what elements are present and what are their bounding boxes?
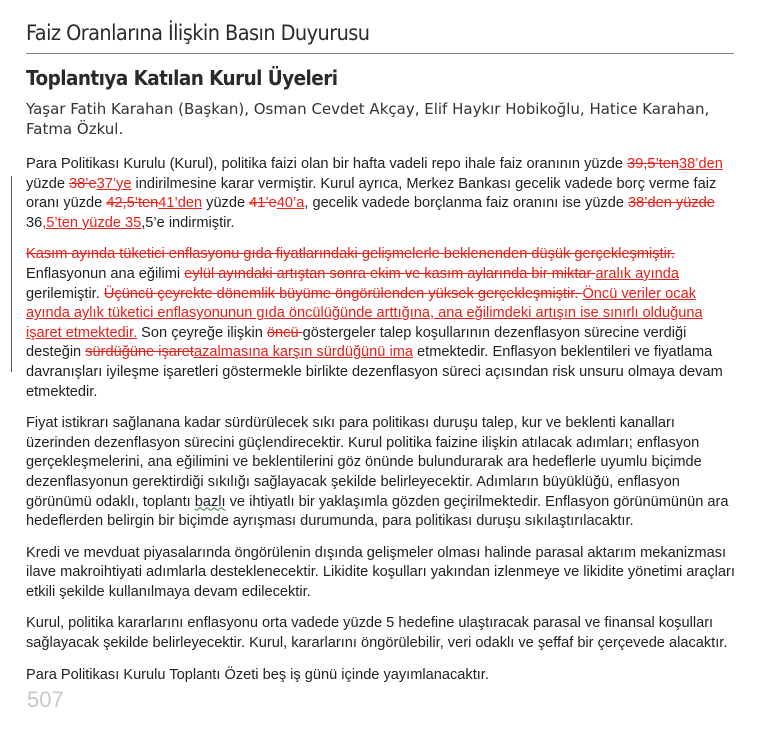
inserted-text: azalmasına karşın sürdüğünü ima [193,344,413,361]
section-heading: Toplantıya Katılan Kurul Üyeleri [26,66,338,90]
text-run: Son çeyreğe ilişkin [137,324,267,341]
paragraph-targets: Kurul, politika kararlarını enflasyonu orta vadede yüzde 5 hedefine ulaştıracak parasal ve finansal koşulları sağlayacak şekilde belirleyecektir. Kurul, kararlarını öngörülebilir, veri odaklı ve şeffaf bir çerçevede alacaktır. [26,615,728,652]
text-run: gerilemiştir. [26,285,104,302]
change-bar [11,176,12,372]
text-run: Fiyat istikrarı sağlanana kadar sürdürülecek sıkı para politikası duruşu talep, kur ve beklenti kanalları üzerinden dezenflasyon sürecini güçlendirecektir. Kurul politika faizine ilişkin atılacak adımları; enflasyon gerçekleşmelerini, ana eğilimini ve beklentilerini göz önünde bulundurarak ara hedeflerle uyumlu biçimde dezenflasyonun gerektirdiği sıkılığı sağlayacak şekilde belirleyecektir. Adımların büyüklüğü, enflasyon görünümü odaklı, toplantı [26,415,702,510]
inserted-text: 38’den [679,156,723,172]
inserted-text: 37’ye [96,175,132,192]
text-run: göstergeler talep koşullarının dezenflasyon sürecine verdiği desteğin [26,324,687,361]
inserted-text: 40’a [276,195,305,212]
text-run: ve ihtiyatlı bir yaklaşımla gözden geçirilmektedir. Enflasyon görünümünün ara hedeflerden belirgin bir biçimde ayrışması durumunda, para politikası duruşu sıkılaştırılacaktır. [26,493,729,530]
text-run: 36 [26,214,43,231]
inserted-text: ,5’ten yüzde 35 [42,214,142,231]
page-number: 507 [27,687,64,712]
deleted-text: öncü [266,324,303,341]
paragraph-inflation [26,245,742,402]
text-run: yüzde [202,195,250,212]
deleted-text: 38’den yüzde [628,195,715,212]
paragraph-credit-markets: Kredi ve mevduat piyasalarında öngörülenin dışında gelişmeler olması halinde parasal aktarım mekanizması ilave makroihtiyati adımlarla desteklenecektir. Likidite koşulları yakından izlenmeye ve likidite yönetimi araçları etkili şekilde kullanılmaya devam edilecektir. [26,544,735,600]
text-run: Para Politikası Kurulu (Kurul), politika faizi olan bir hafta vadeli repo ihale faiz oranının yüzde [26,156,628,172]
paragraph-summary-notice: Para Politikası Kurulu Toplantı Özeti beş iş günü içinde yayımlanacaktır. [26,666,489,683]
text-run: Enflasyonun ana eğilimi [26,265,185,282]
inserted-text: aralık ayında [595,265,679,282]
deleted-text: 38’e [69,175,97,192]
document-body [26,155,742,697]
spellcheck-flag[interactable]: bazlı [194,493,226,510]
deleted-text: eylül ayındaki artıştan sonra ekim ve kasım aylarında bir miktar [184,265,596,282]
deleted-text: Kasım ayında tüketici enflasyonu gıda fiyatlarındaki gelişmelerle beklenenden düşük gerçekleşmiştir. [26,246,675,263]
text-run: , gecelik vadede borçlanma faiz oranını ise yüzde [304,195,629,212]
text-run: ,5’e indirmiştir. [141,214,235,231]
deleted-text: 39,5’ten [627,156,680,172]
text-run: etmektedir. Enflasyon beklentileri ve fiyatlama davranışları iyileşme işaretleri göstermekle birlikte dezenflasyon süreci açısından risk unsuru olmaya devam etmektedir. [26,344,723,400]
page-title: Faiz Oranlarına İlişkin Basın Duyurusu [26,21,370,45]
title-divider [26,53,734,54]
text-run: indirilmesine karar vermiştir. Kurul ayrıca, Merkez Bankası gecelik vadede borç verme faiz oranı yüzde [26,175,717,212]
text-run: yüzde [26,175,69,192]
deleted-text: sürdüğüne işaret [85,344,194,361]
deleted-text: Üçüncü çeyrekte dönemlik büyüme öngörülenden yüksek gerçekleşmiştir. [103,285,583,302]
inserted-text: 41’den [158,195,203,212]
deleted-text: 41’e [249,195,277,212]
inserted-text: Öncü veriler ocak ayında aylık tüketici enflasyonunun gıda öncülüğünde arttığına, ana eğilimdeki artışın ise sınırlı olduğuna işaret etmektedir. [26,285,703,341]
paragraph-rate-decision [26,155,742,233]
paragraph-policy-stance [26,414,742,532]
member-list: Yaşar Fatih Karahan (Başkan), Osman Cevdet Akçay, Elif Haykır Hobikoğlu, Hatice Karahan, Fatma Özkul. [26,100,710,138]
deleted-text: 42,5’ten [106,195,159,212]
